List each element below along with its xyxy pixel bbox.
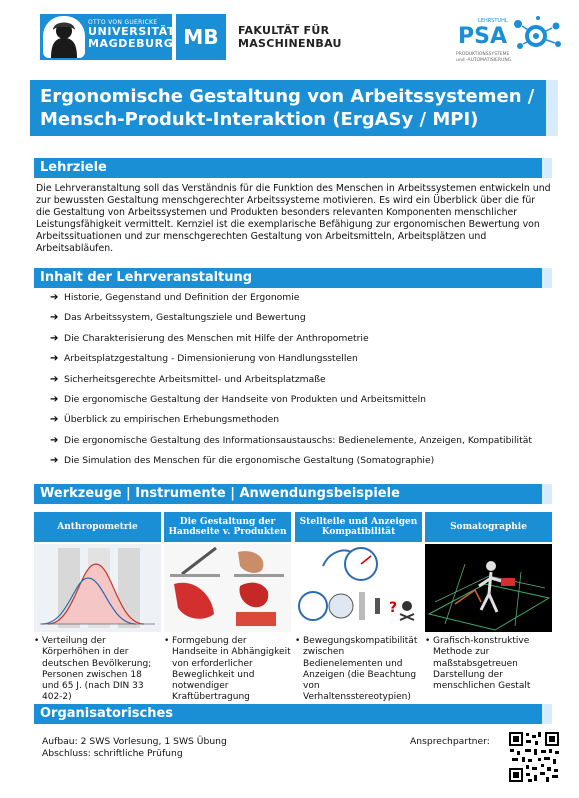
guericke-portrait-icon xyxy=(43,16,85,58)
arrow-right-icon: ➔ xyxy=(50,455,59,467)
ovgu-line3: MAGDEBURG xyxy=(88,37,174,50)
title-band xyxy=(30,80,558,136)
psa-name: PSA xyxy=(458,24,507,49)
controls-displays-image xyxy=(295,544,422,632)
tool-description: • Verteilung der Körperhöhen in der deutschen Bevölkerung; Personen zwischen 18 und 65 J. (nach DIN 33 402-2) xyxy=(34,636,152,703)
ovgu-wordmark xyxy=(88,19,175,50)
list-item: ➔ Das Arbeitssystem, Gestaltungsziele und Bewertung xyxy=(50,310,550,330)
topics-list xyxy=(50,290,550,474)
bullet-icon: • xyxy=(164,636,170,646)
tool-description: • Grafisch-konstruktive Methode zur maßstabsgetreuen Darstellung der menschlichen Gestalt xyxy=(425,636,531,692)
abschluss-text: Abschluss: schriftliche Prüfung xyxy=(42,747,183,759)
arrow-right-icon: ➔ xyxy=(50,332,59,344)
qr-code-icon[interactable] xyxy=(508,731,560,783)
ovgu-line1: OTTO VON GUERICKE xyxy=(88,19,158,26)
faculty-line2: MASCHINENBAU xyxy=(238,37,342,50)
tool-title: Stellteile und Anzeigen Kompatibilität xyxy=(295,512,422,542)
list-item: ➔ Arbeitsplatzgestaltung - Dimensionierung von Handlungsstellen xyxy=(50,351,550,371)
list-item: ➔ Historie, Gegenstand und Definition der Ergonomie xyxy=(50,290,550,310)
psa-subtitle xyxy=(456,52,511,64)
list-item: ➔ Die ergonomische Gestaltung der Handseite von Produkten und Arbeitsmitteln xyxy=(50,392,550,412)
ovgu-logo xyxy=(40,14,176,60)
arrow-right-icon: ➔ xyxy=(50,353,59,365)
arrow-right-icon: ➔ xyxy=(50,414,59,426)
header xyxy=(0,0,579,74)
bullet-icon: • xyxy=(295,636,301,646)
page-title xyxy=(30,80,546,136)
tools-row xyxy=(34,512,552,632)
list-item: ➔ Die Simulation des Menschen für die ergonomische Gestaltung (Somatographie) xyxy=(50,453,550,473)
psa-sub1: PRODUKTIONSSYSTEME xyxy=(456,52,510,57)
arrow-right-icon: ➔ xyxy=(50,292,59,303)
tool-title: Anthropometrie xyxy=(34,512,161,542)
faculty-name xyxy=(238,24,342,50)
list-item: ➔ Sicherheitsgerechte Arbeitsmittel- und Arbeitsplatzmaße xyxy=(50,372,550,392)
organisation-details xyxy=(42,736,227,759)
ovgu-line2: UNIVERSITÄT xyxy=(88,25,176,38)
lehrziele-text: Die Lehrveranstaltung soll das Verständnis für die Funktion des Menschen in Arbeitssystemen entwickeln und zur bewussten Gestaltung menschgerechter Arbeitssysteme motivieren. Es wird ein Überblick über die für die Gestaltung von Arbeitssystemen und Produkten besonders relevanten Komponenten menschlicher Leistungsfähigkeit vermittelt. Kernziel ist die exemplarische Befähigung zur ergonomischen Bewertung von Arbeitssituationen und zur menschgerechten Gestaltung von Arbeitsmitteln, Arbeitsplätzen und Arbeitsabläufen. xyxy=(36,183,551,254)
tool-description: • Formgebung der Handseite in Abhängigkeit von erforderlicher Beweglichkeit und notwendiger Kraftübertragung xyxy=(164,636,291,703)
section-heading-inhalt: Inhalt der Lehrveranstaltung xyxy=(34,268,552,288)
faculty-line1: FAKULTÄT FÜR xyxy=(238,24,330,37)
tool-title: Die Gestaltung der Handseite v. Produkten xyxy=(164,512,291,542)
section-heading-organisatorisches: Organisatorisches xyxy=(34,704,552,724)
list-item: ➔ Die ergonomische Gestaltung des Informationsaustauschs: Bedienelemente, Anzeigen, Kompatibilität xyxy=(50,433,550,453)
somatography-simulation-image xyxy=(425,544,552,632)
arrow-right-icon: ➔ xyxy=(50,373,59,385)
tool-card-somatographie xyxy=(425,512,552,632)
contact-label: Ansprechpartner: xyxy=(410,736,490,747)
arrow-right-icon: ➔ xyxy=(50,434,59,446)
psa-gear-icon xyxy=(510,16,566,56)
mb-logo: MB xyxy=(176,14,226,60)
psa-logo xyxy=(452,12,570,68)
svg-text:?: ? xyxy=(389,600,398,616)
bullet-icon: • xyxy=(34,636,40,646)
tool-description: • Bewegungskompatibilität zwischen Bedienelementen und Anzeigen (die Beachtung von Verhaltensstereotypien) xyxy=(295,636,418,703)
section-heading-werkzeuge: Werkzeuge | Instrumente | Anwendungsbeispiele xyxy=(34,484,552,504)
arrow-right-icon: ➔ xyxy=(50,393,59,405)
grip-design-image xyxy=(164,544,291,632)
list-item: ➔ Die Charakterisierung des Menschen mit Hilfe der Anthropometrie xyxy=(50,331,550,351)
section-heading-lehrziele: Lehrziele xyxy=(34,158,552,178)
arrow-right-icon: ➔ xyxy=(50,312,59,324)
tool-card-anthropometrie xyxy=(34,512,161,632)
tool-card-stellteile xyxy=(295,512,422,632)
list-item: ➔ Überblick zu empirischen Erhebungsmethoden xyxy=(50,412,550,432)
bullet-icon: • xyxy=(425,636,431,646)
title-line2: Mensch-Produkt-Interaktion (ErgASy / MPI) xyxy=(40,109,479,130)
aufbau-text: Aufbau: 2 SWS Vorlesung, 1 SWS Übung xyxy=(42,736,227,747)
psa-top-label: LEHRSTUHL xyxy=(478,18,508,24)
psa-sub2: und -AUTOMATISIERUNG xyxy=(456,58,512,63)
tool-card-handseite xyxy=(164,512,291,632)
tool-title: Somatographie xyxy=(425,512,552,542)
title-line1: Ergonomische Gestaltung von Arbeitssystemen / xyxy=(40,86,535,107)
anthropometry-distribution-image xyxy=(34,544,161,632)
